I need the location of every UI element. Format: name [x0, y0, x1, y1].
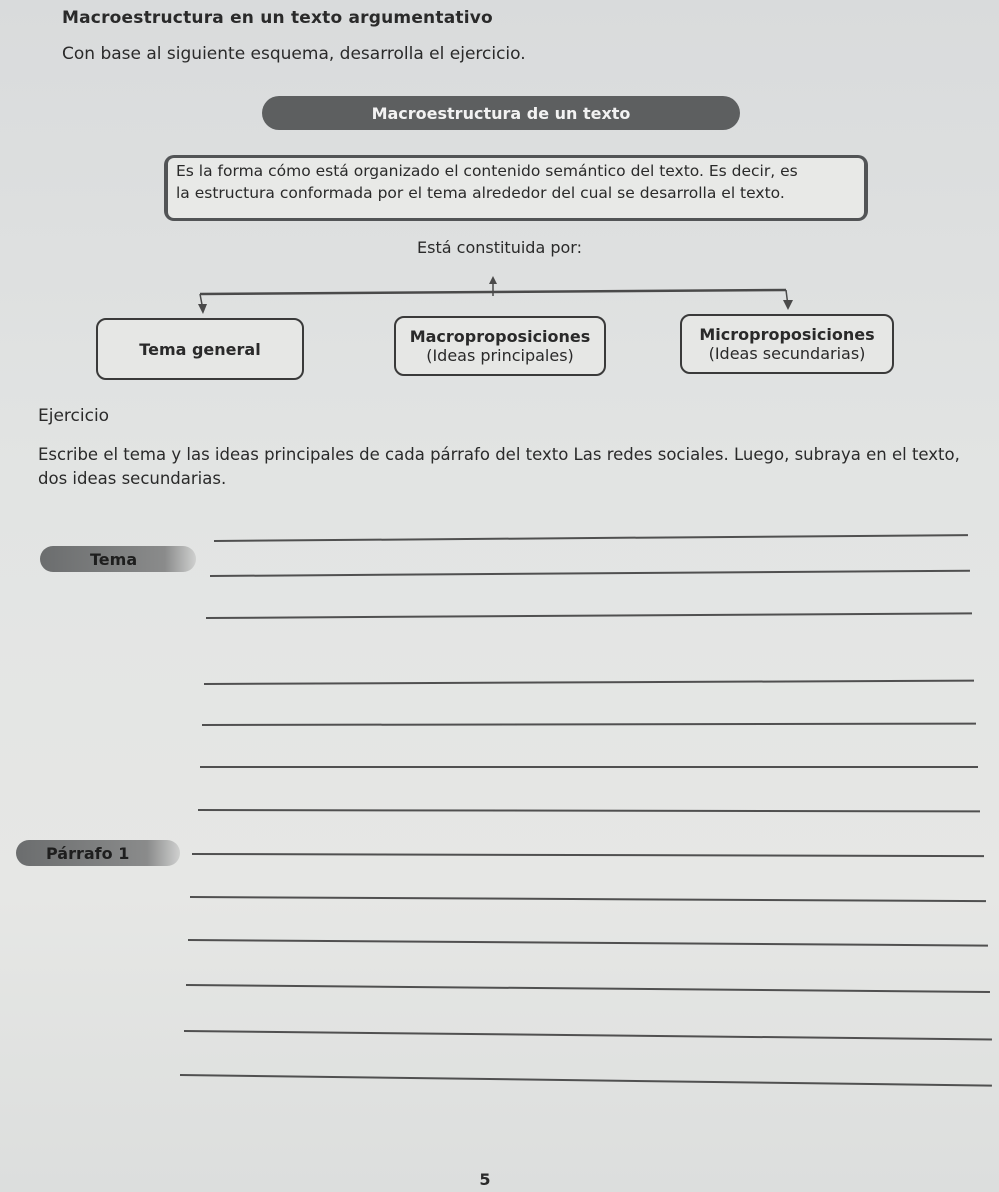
writing-line[interactable] [200, 766, 978, 768]
connector-text: Está constituida por: [417, 238, 582, 257]
node-microproposiciones [680, 314, 894, 374]
node-macroproposiciones [394, 316, 606, 376]
node-title: Microproposiciones [699, 325, 875, 344]
page-subtitle: Con base al siguiente esquema, desarrolla el ejercicio. [62, 44, 526, 64]
tema-label: Tema [40, 546, 196, 572]
writing-line[interactable] [214, 534, 968, 541]
exercise-instruction: Escribe el tema y las ideas principales de cada párrafo del texto Las redes sociales. Luego, subraya en el texto, dos ideas secundarias. [38, 445, 960, 488]
down-arrow-left-icon [198, 304, 207, 314]
writing-line[interactable] [190, 896, 986, 902]
exercise-heading: Ejercicio [38, 406, 110, 426]
definition-text [168, 158, 864, 218]
parrafo-label: Párrafo 1 [16, 840, 180, 866]
writing-line[interactable] [192, 853, 984, 857]
down-arrow-right-icon [783, 300, 793, 310]
node-detail: (Ideas principales) [426, 346, 574, 365]
node-tema-general [96, 318, 304, 380]
node-detail: (Ideas secundarias) [708, 344, 866, 363]
writing-line[interactable] [180, 1074, 992, 1086]
writing-line[interactable] [198, 809, 980, 812]
writing-line[interactable] [204, 680, 974, 685]
writing-line[interactable] [202, 723, 976, 726]
page-number: 5 [479, 1170, 491, 1189]
writing-line[interactable] [210, 570, 970, 577]
writing-line[interactable] [188, 939, 988, 946]
definition-line-1: Es la forma cómo está organizado el contenido semántico del texto. Es decir, es [176, 162, 798, 180]
writing-line[interactable] [206, 612, 972, 618]
diagram-connectors [0, 260, 999, 320]
writing-line[interactable] [184, 1030, 992, 1040]
definition-line-2: la estructura conformada por el tema alrededor del cual se desarrolla el texto. [176, 184, 785, 202]
definition-box [164, 155, 868, 221]
node-title: Tema general [139, 339, 261, 359]
up-arrow-icon [489, 276, 497, 284]
diagram-heading: Macroestructura de un texto [262, 96, 740, 130]
node-title: Macroproposiciones [409, 327, 591, 346]
writing-line[interactable] [186, 984, 990, 993]
page-title: Macroestructura en un texto argumentativo [62, 8, 493, 28]
